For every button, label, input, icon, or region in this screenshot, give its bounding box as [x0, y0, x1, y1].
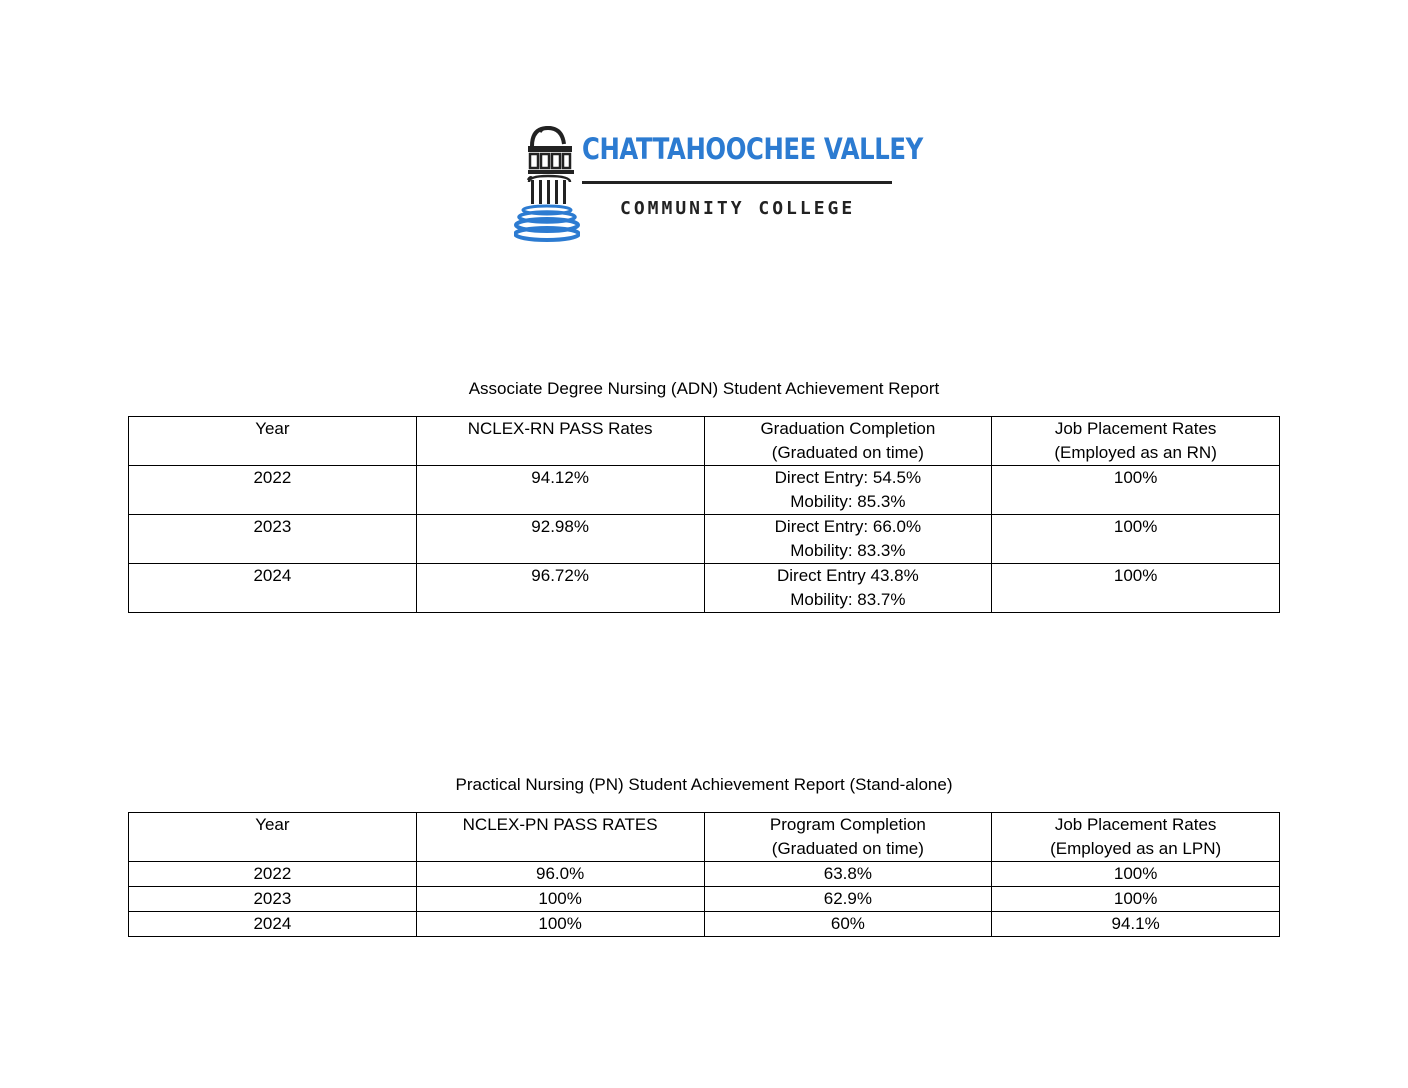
pn-header-row: [129, 813, 1280, 862]
year-cell: 2023: [129, 515, 417, 564]
pass-rate-cell: 100%: [416, 912, 704, 937]
pn-achievement-table: [128, 812, 1280, 937]
pass-rate-cell: 100%: [416, 887, 704, 912]
placement-cell: 100%: [992, 887, 1280, 912]
year-cell: 2024: [129, 564, 417, 613]
pn-report-title: Practical Nursing (PN) Student Achievement Report (Stand-alone): [455, 775, 953, 794]
placement-cell: 100%: [992, 564, 1280, 613]
college-building-icon: [514, 124, 580, 242]
pass-rate-cell: 96.72%: [416, 564, 704, 613]
adn-header-row: [129, 417, 1280, 466]
pass-rate-cell: 96.0%: [416, 862, 704, 887]
table-row: [129, 466, 1280, 515]
completion-cell: Direct Entry 43.8% Mobility: 83.7%: [704, 564, 992, 613]
completion-cell: 63.8%: [704, 862, 992, 887]
pn-header-placement: Job Placement Rates (Employed as an LPN): [992, 813, 1280, 862]
pn-header-completion: Program Completion (Graduated on time): [704, 813, 992, 862]
completion-cell: 62.9%: [704, 887, 992, 912]
completion-cell: Direct Entry: 66.0% Mobility: 83.3%: [704, 515, 992, 564]
year-cell: 2022: [129, 466, 417, 515]
pass-rate-cell: 92.98%: [416, 515, 704, 564]
placement-cell: 100%: [992, 466, 1280, 515]
table-row: [129, 515, 1280, 564]
adn-header-year: Year: [129, 417, 417, 466]
pn-header-pass-rate: NCLEX-PN PASS RATES: [416, 813, 704, 862]
pn-header-year: Year: [129, 813, 417, 862]
placement-cell: 100%: [992, 862, 1280, 887]
year-cell: 2023: [129, 887, 417, 912]
adn-header-pass-rate: NCLEX-RN PASS Rates: [416, 417, 704, 466]
table-row: [129, 912, 1280, 937]
table-row: [129, 862, 1280, 887]
placement-cell: 100%: [992, 515, 1280, 564]
adn-header-placement: Job Placement Rates (Employed as an RN): [992, 417, 1280, 466]
placement-cell: 94.1%: [992, 912, 1280, 937]
logo-college-subtitle: COMMUNITY COLLEGE: [620, 198, 856, 219]
college-logo: [514, 124, 923, 242]
table-row: [129, 564, 1280, 613]
adn-header-completion: Graduation Completion (Graduated on time): [704, 417, 992, 466]
adn-report-title: Associate Degree Nursing (ADN) Student Achievement Report: [468, 379, 940, 398]
completion-cell: Direct Entry: 54.5% Mobility: 85.3%: [704, 466, 992, 515]
logo-divider: [582, 181, 892, 184]
table-row: [129, 887, 1280, 912]
pass-rate-cell: 94.12%: [416, 466, 704, 515]
year-cell: 2024: [129, 912, 417, 937]
logo-college-name: CHATTAHOOCHEE VALLEY: [582, 132, 923, 166]
completion-cell: 60%: [704, 912, 992, 937]
year-cell: 2022: [129, 862, 417, 887]
adn-achievement-table: [128, 416, 1280, 613]
